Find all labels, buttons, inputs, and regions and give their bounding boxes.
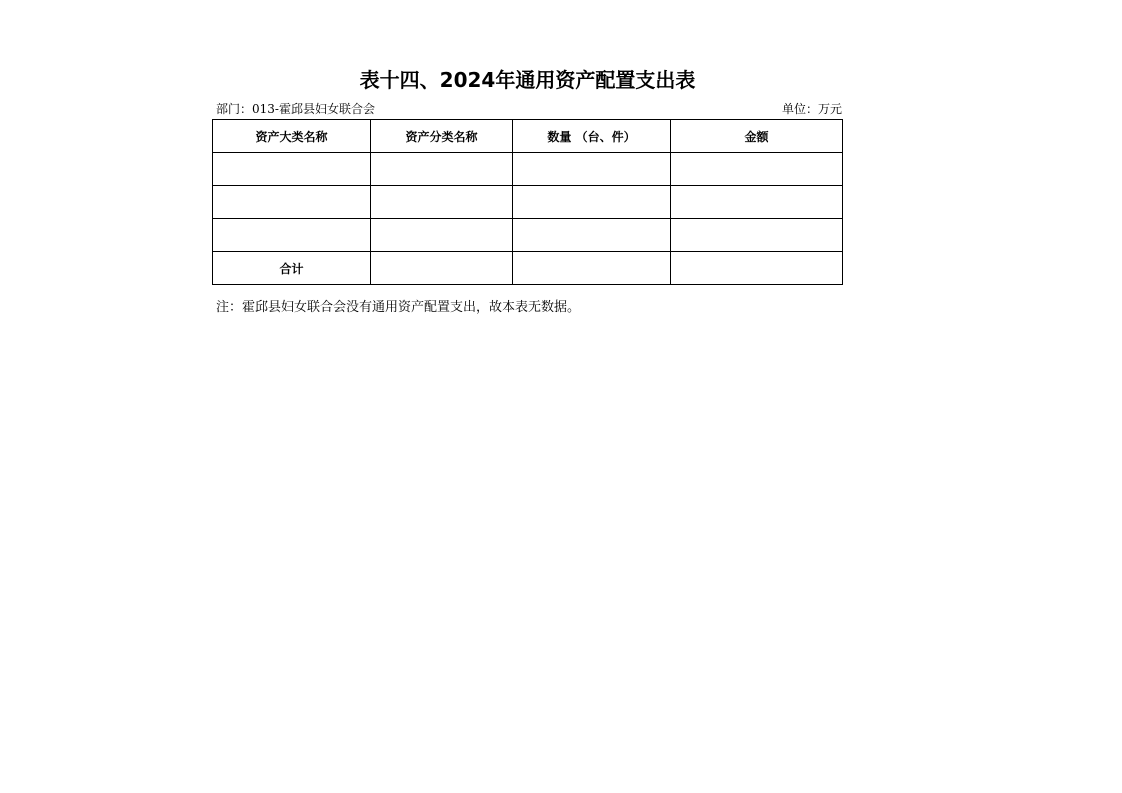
table-cell <box>213 186 371 219</box>
table-cell <box>371 252 513 285</box>
table-cell <box>671 153 843 186</box>
header-asset-category: 资产分类名称 <box>371 120 513 153</box>
total-row <box>213 252 843 285</box>
table-cell <box>213 153 371 186</box>
table-cell <box>513 219 671 252</box>
table-cell <box>513 153 671 186</box>
table-row <box>213 219 843 252</box>
table-cell <box>671 252 843 285</box>
table-cell <box>671 186 843 219</box>
table-cell <box>371 186 513 219</box>
table-row <box>213 153 843 186</box>
table-cell <box>513 252 671 285</box>
asset-allocation-table <box>212 119 843 285</box>
table-cell <box>671 219 843 252</box>
table-cell <box>371 219 513 252</box>
header-amount: 金额 <box>671 120 843 153</box>
total-label: 合计 <box>213 252 371 285</box>
table-cell <box>213 219 371 252</box>
department-label: 部门：013-霍邱县妇女联合会 <box>216 102 375 116</box>
footnote: 注：霍邱县妇女联合会没有通用资产配置支出，故本表无数据。 <box>216 300 581 315</box>
page-title: 表十四、2024年通用资产配置支出表 <box>359 68 696 92</box>
header-asset-major-category: 资产大类名称 <box>213 120 371 153</box>
table-cell <box>513 186 671 219</box>
header-quantity: 数量 （台、件） <box>513 120 671 153</box>
unit-label: 单位：万元 <box>781 102 842 116</box>
table-cell <box>371 153 513 186</box>
table-header-row <box>213 120 843 153</box>
meta-row <box>216 100 842 118</box>
table-row <box>213 186 843 219</box>
